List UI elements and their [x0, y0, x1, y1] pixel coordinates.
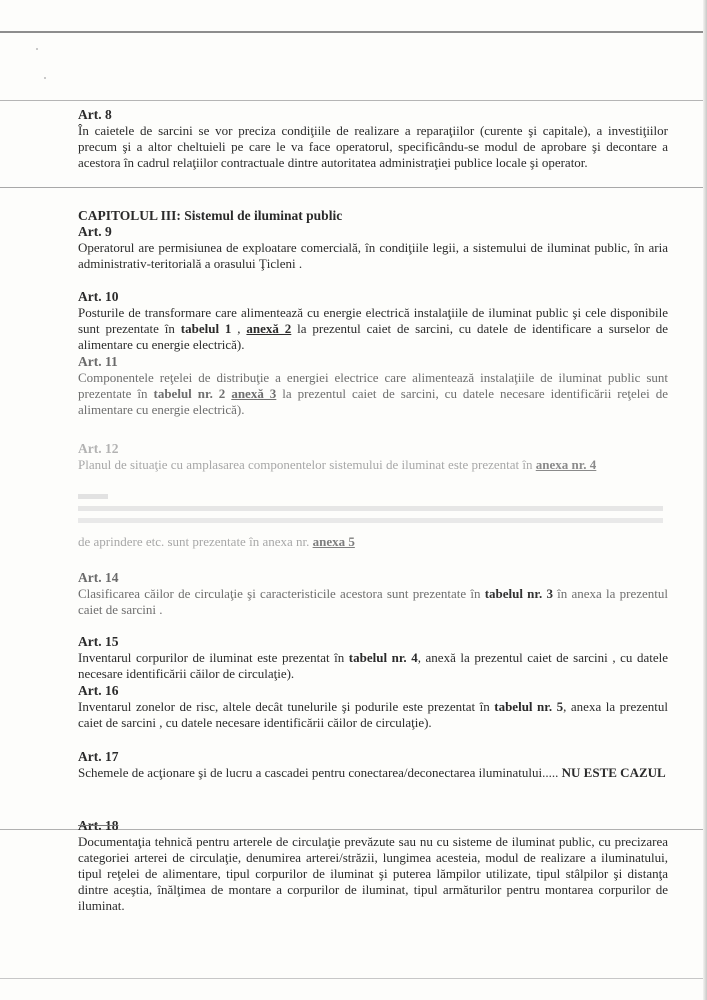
table-reference: tabelul nr. 3 — [484, 586, 553, 601]
article-text — [78, 765, 668, 781]
article-text-part: Inventarul zonelor de risc, altele decât tunelurile şi podurile este prezentat în — [78, 699, 495, 714]
article-16 — [78, 683, 668, 731]
scan-edge-line — [0, 31, 707, 33]
article-text-part: Schemele de acţionare şi de lucru a cascadei pentru conectarea/deconectarea iluminatului..... — [78, 765, 562, 780]
article-title: Art. 14 — [78, 570, 119, 585]
article-title: Art. 15 — [78, 634, 119, 649]
annex-reference: anexă 2 — [246, 321, 292, 336]
annex-reference: anexa nr. 4 — [535, 457, 597, 472]
table-reference: tabelul nr. 5 — [494, 699, 564, 714]
scan-fold-line — [0, 100, 707, 101]
scan-speck — [36, 48, 38, 50]
article-13 — [78, 492, 668, 550]
article-text — [78, 370, 668, 418]
article-title: Art. 10 — [78, 289, 119, 304]
article-text-part: Clasificarea căilor de circulaţie şi caracteristicile acestora sunt prezentate în — [78, 586, 485, 601]
article-text — [78, 586, 668, 618]
article-11 — [78, 354, 668, 418]
article-text: Documentaţia tehnică pentru arterele de circulaţie prevăzute sau nu cu sisteme de iluminat public, cu precizarea categoriei arterei de circulaţie, denumirea arterei/străzii, lungimea acesteia, modul de realizare a iluminatului, tipul reţelei de alimentare, tipul corpurilor de iluminat şi puterea lămpilor utilizate, tipul stâlpilor şi distanţa dintre aceştia, înălţimea de montare a corpurilor de iluminat, tipul armăturilor pentru montarea corpurilor de iluminat. — [78, 834, 668, 913]
article-12 — [78, 441, 668, 473]
article-title: Art. 17 — [78, 749, 119, 764]
article-text-part: la prezentul caiet de sarcini, cu datele de identificare a surselor de alimentare cu energie electrică). — [78, 321, 669, 352]
annex-reference: anexă 3 — [231, 386, 277, 401]
illegible-text-lines — [78, 492, 668, 532]
article-text-part: de aprindere etc. sunt prezentate în anexa nr. — [78, 534, 313, 549]
article-text — [78, 650, 668, 682]
article-title: Art. 16 — [78, 683, 119, 698]
article-text — [78, 699, 668, 731]
article-17 — [78, 749, 668, 781]
chapter-title: CAPITOLUL III: Sistemul de iluminat public — [78, 208, 343, 223]
not-applicable-emphasis: NU ESTE CAZUL — [561, 765, 666, 780]
article-10 — [78, 289, 668, 353]
article-text — [78, 534, 668, 550]
scan-fold-line — [0, 187, 707, 188]
article-text-part: în anexa la prezentul caiet de sarcini . — [78, 586, 669, 617]
article-text-part: Inventarul corpurilor de iluminat este prezentat în — [78, 650, 349, 665]
article-15 — [78, 634, 668, 682]
article-title: Art. 9 — [78, 224, 112, 239]
article-title: Art. 8 — [78, 107, 112, 122]
table-reference: tabelul 1 — [180, 321, 232, 336]
scan-edge-line — [0, 978, 707, 979]
article-14 — [78, 570, 668, 618]
chapter-3 — [78, 208, 668, 224]
table-reference: tabelul nr. 4 — [348, 650, 418, 665]
article-title: Art. 12 — [78, 441, 119, 456]
table-reference: tabelul nr. 2 — [153, 386, 226, 401]
article-18 — [78, 818, 668, 914]
article-title: Art. 18 — [78, 818, 119, 833]
article-title: Art. 11 — [78, 354, 118, 369]
article-text-part: , — [231, 321, 247, 336]
article-9 — [78, 224, 668, 272]
page-edge-shadow — [703, 0, 707, 1000]
scan-speck — [44, 77, 46, 79]
article-text-part: , anexă la prezentul caiet de sarcini , cu datele necesare identificării căilor de circulaţie). — [78, 650, 668, 681]
article-text: În caietele de sarcini se vor preciza condiţiile de realizare a reparaţiilor (curente şi capitale), a investiţiilor precum şi a altor cheltuieli pe care le va face operatorul, specificându-se modul de aprobare şi decontare a acestora în cadrul relaţiilor contractuale dintre autoritatea administraţiei publice locale şi operator. — [78, 123, 668, 170]
article-text — [78, 457, 668, 473]
article-text: Operatorul are permisiunea de exploatare comercială, în condiţiile legii, a sistemului de iluminat public, în aria administrativ-teritorială a orasului Ţicleni . — [78, 240, 668, 271]
article-text-part: Planul de situaţie cu amplasarea componentelor sistemului de iluminat este prezentat în — [78, 457, 536, 472]
article-text-part: Posturile de transformare care alimentează cu energie electrică instalaţiile de iluminat public şi cele disponibile sunt prezentate în — [78, 305, 668, 336]
annex-reference: anexa 5 — [312, 534, 355, 549]
article-text — [78, 305, 668, 353]
article-text-part: , anexa la prezentul caiet de sarcini , cu datele necesare identificării căilor de circulaţie). — [78, 699, 669, 730]
article-text-part: la prezentul caiet de sarcini, cu datele necesare identificării reţelei de alimentare cu energie electrică). — [78, 386, 669, 417]
article-text-part: Componentele reţelei de distribuţie a energiei electrice care alimentează instalaţiile de iluminat public sunt prezentate în — [78, 370, 668, 401]
article-8 — [78, 107, 668, 171]
